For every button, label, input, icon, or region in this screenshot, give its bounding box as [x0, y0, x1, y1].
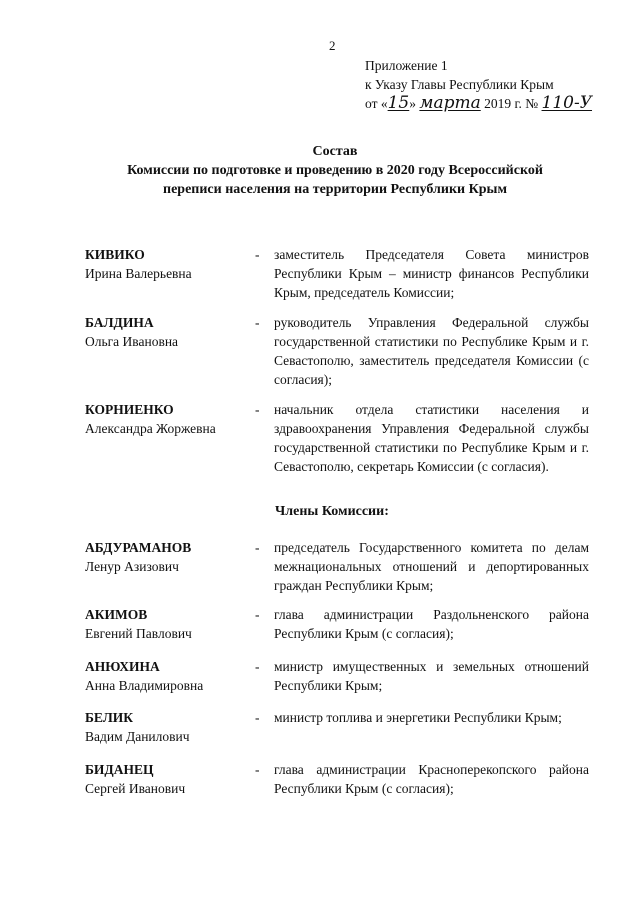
member-given-name: Вадим Данилович — [85, 729, 190, 744]
member-position: председатель Государственного комитета по делам межнациональных отношений и депортированных граждан Республики Крым; — [274, 540, 589, 593]
appendix-date-line — [365, 94, 592, 113]
member-position: глава администрации Красноперекопского района Республики Крым (с согласия); — [274, 762, 589, 796]
member-position: министр имущественных и земельных отношений Республики Крым; — [274, 659, 589, 693]
date-year: 2019 г. № — [484, 96, 539, 111]
handwritten-number: 110-У — [541, 93, 593, 113]
person-given-name: Ольга Ивановна — [85, 334, 179, 349]
appendix-line-1: Приложение 1 — [365, 58, 448, 73]
person-surname: БАЛДИНА — [85, 315, 154, 330]
handwritten-month: марта — [419, 93, 481, 113]
member-given-name: Анна Владимировна — [85, 678, 204, 693]
date-prefix: от « — [365, 96, 388, 111]
member-position: министр топлива и энергетики Республики Крым; — [274, 710, 562, 725]
entry-dash: - — [255, 710, 260, 725]
person-given-name: Александра Жоржевна — [85, 421, 216, 436]
title-line-3: переписи населения на территории Республики Крым — [163, 182, 507, 197]
entry-dash: - — [255, 315, 260, 330]
title-line-2: Комиссии по подготовке и проведению в 2020 году Всероссийской — [127, 163, 543, 178]
entry-dash: - — [255, 402, 260, 417]
appendix-header — [365, 56, 592, 113]
person-surname: КОРНИЕНКО — [85, 402, 174, 417]
title-line-1: Состав — [312, 144, 358, 159]
entry-dash: - — [255, 607, 260, 622]
member-surname: БЕЛИК — [85, 710, 134, 725]
person-given-name: Ирина Валерьевна — [85, 266, 192, 281]
appendix-line-2: к Указу Главы Республики Крым — [365, 77, 554, 92]
member-surname: АНЮХИНА — [85, 659, 160, 674]
member-surname: БИДАНЕЦ — [85, 762, 154, 777]
member-surname: АБДУРАМАНОВ — [85, 540, 192, 555]
page-number: 2 — [329, 38, 336, 53]
member-given-name: Сергей Иванович — [85, 781, 186, 796]
person-position: начальник отдела статистики населения и здравоохранения Управления Федеральной службы государственной статистики по Республике Крым и г. Севастополю, секретарь Комиссии (с согласия). — [274, 402, 589, 474]
members-heading: Члены Комиссии: — [275, 504, 389, 519]
member-given-name: Евгений Павлович — [85, 626, 192, 641]
date-mid: » — [409, 96, 416, 111]
entry-dash: - — [255, 247, 260, 262]
member-given-name: Ленур Азизович — [85, 559, 179, 574]
document-title — [90, 142, 580, 199]
entry-dash: - — [255, 762, 260, 777]
person-surname: КИВИКО — [85, 247, 145, 262]
entry-dash: - — [255, 540, 260, 555]
member-position: глава администрации Раздольненского района Республики Крым (с согласия); — [274, 607, 589, 641]
member-surname: АКИМОВ — [85, 607, 148, 622]
handwritten-day: 15 — [387, 93, 410, 113]
person-position: заместитель Председателя Совета министров Республики Крым – министр финансов Республики Крым, председатель Комиссии; — [274, 247, 589, 300]
entry-dash: - — [255, 659, 260, 674]
person-position: руководитель Управления Федеральной службы государственной статистики по Республике Крым и г. Севастополю, заместитель председателя Комиссии (с согласия); — [274, 315, 589, 387]
